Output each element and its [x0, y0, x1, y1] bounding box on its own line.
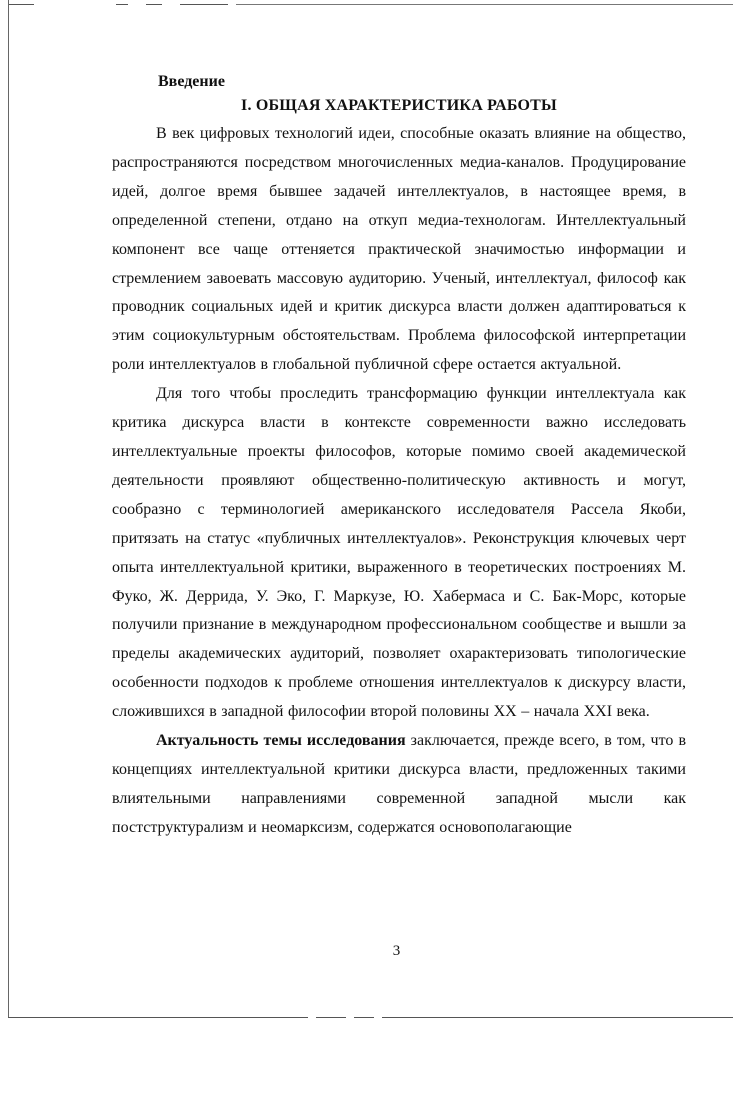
scan-mark: [116, 4, 128, 5]
paragraph-2: Для того чтобы проследить трансформацию функции интеллектуала как критика дискурса власти в контексте современности важно исследовать интеллектуальные проекты философов, которые помимо своей академической деятельности проявляют общественно-политическую активность и могут, сообразно с терминологией американского исследователя Рассела Якоби, притязать на статус «публичных интеллектуалов». Реконструкция ключевых черт опыта интеллектуальной критики, выраженного в теоретических построениях М. Фуко, Ж. Деррида, У. Эко, Г. Маркузе, Ю. Хабермаса и С. Бак-Морс, которые получили признание в международном профессиональном сообществе и вышли за пределы академических аудиторий, позволяет охарактеризовать типологические особенности подходов к проблеме отношения интеллектуалов к дискурсу власти, сложившихся в западной философии второй половины XX – начала XXI века.: [112, 385, 686, 721]
scan-mark: [382, 1017, 733, 1018]
scan-mark: [354, 1017, 374, 1018]
scan-mark: [316, 1017, 346, 1018]
section-title: I. ОБЩАЯ ХАРАКТЕРИСТИКА РАБОТЫ: [241, 97, 557, 114]
scan-mark: [8, 1017, 308, 1018]
document-page: [112, 70, 686, 843]
paragraph-3-text: заключается, прежде всего, в том, что в концепциях интеллектуальной критики дискурса власти, предложенных такими влиятельными направлениями современной западной мысли как постструктурализм и неомарксизм, содержатся основополагающие: [112, 732, 686, 836]
paragraph-3-lead: Актуальность темы исследования: [156, 732, 406, 750]
scan-mark: [180, 4, 228, 5]
scan-top-edge: [0, 0, 733, 8]
paragraph-1: В век цифровых технологий идеи, способные оказать влияние на общество, распространяются посредством многочисленных медиа-каналов. Продуцирование идей, долгое время бывшее задачей интеллектуалов, в настоящее время, в определенной степени, отдано на откуп медиа-технологам. Интеллектуальный компонент все чаще оттеняется практической значимостью информации и стремлением завоевать массовую аудиторию. Ученый, интеллектуал, философ как проводник социальных идей и критик дискурса власти должен адаптироваться к этим социокультурным обстоятельствам. Проблема философской интерпретации роли интеллектуалов в глобальной публичной сфере остается актуальной.: [112, 125, 686, 374]
scan-mark: [236, 4, 733, 5]
scan-left-edge: [8, 0, 9, 1018]
paragraph-3: [112, 727, 686, 843]
scan-bottom-edge: [8, 1017, 733, 1019]
intro-label: Введение: [158, 73, 225, 90]
page-number: 3: [392, 943, 401, 959]
scan-mark: [146, 4, 162, 5]
scan-mark: [8, 4, 34, 5]
